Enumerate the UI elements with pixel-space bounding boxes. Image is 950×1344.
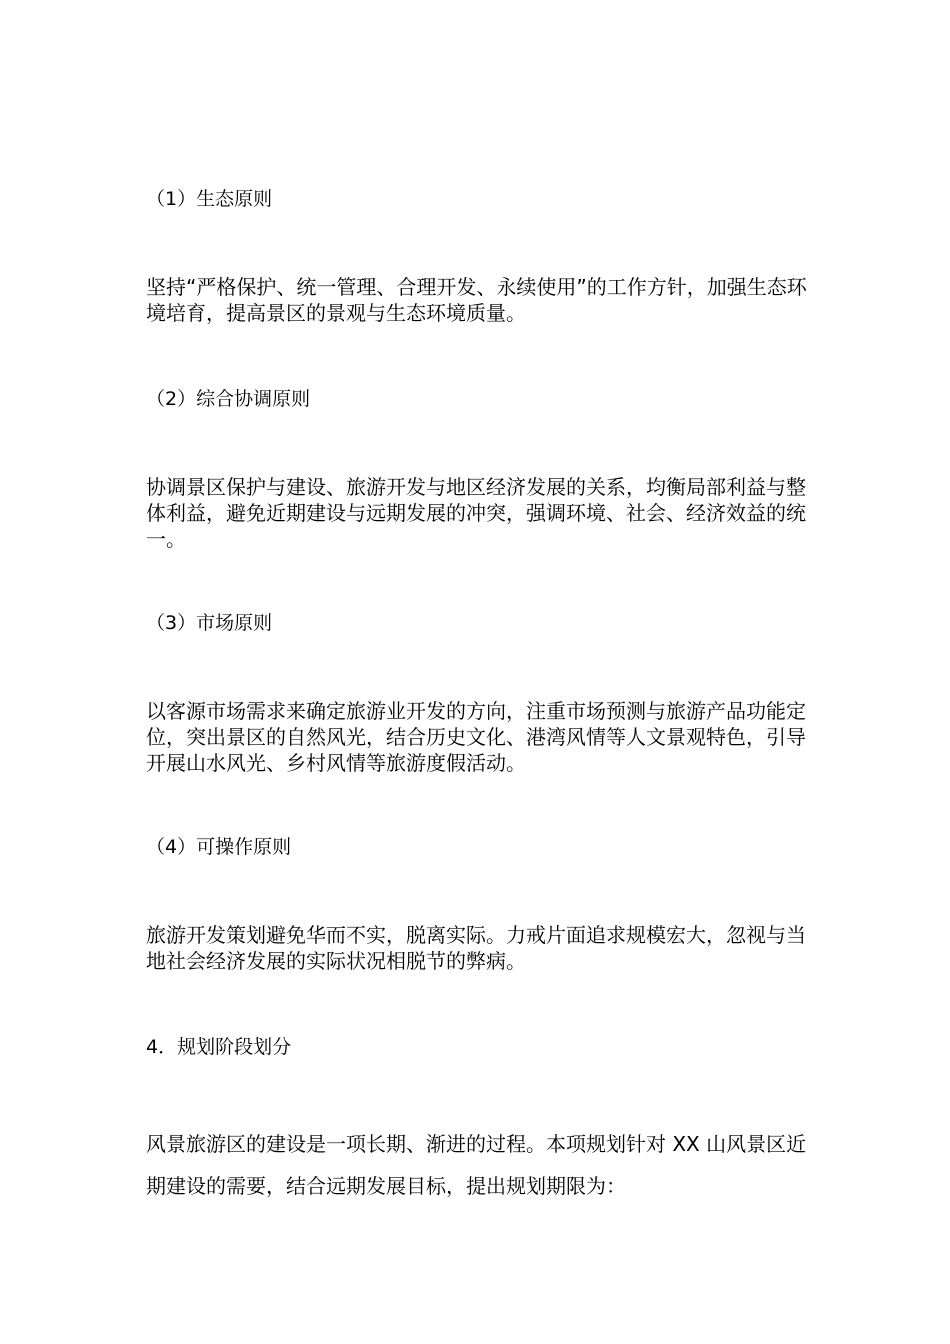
section-heading-operability: （4）可操作原则 <box>146 836 292 858</box>
section-body-ecology: 坚持“严格保护、统一管理、合理开发、永续使用”的工作方针，加强生态环境培育，提高景区的景观与生态环境质量。 <box>146 275 807 325</box>
section-body-coordination: 协调景区保护与建设、旅游开发与地区经济发展的关系，均衡局部利益与整体利益，避免近期建设与远期发展的冲突，强调环境、社会、经济效益的统一。 <box>146 475 806 551</box>
section-heading-planning-stages: 4．规划阶段划分 <box>146 1036 292 1058</box>
section-heading-coordination: （2）综合协调原则 <box>146 388 311 410</box>
section-body-planning-stages: 风景旅游区的建设是一项长期、渐进的过程。本项规划针对 XX 山风景区近期建设的需要，结合远期发展目标，提出规划期限为： <box>146 1132 807 1198</box>
section-heading-ecology: （1）生态原则 <box>146 188 273 210</box>
section-heading-market: （3）市场原则 <box>146 612 273 634</box>
section-body-market: 以客源市场需求来确定旅游业开发的方向，注重市场预测与旅游产品功能定位，突出景区的自然风光，结合历史文化、港湾风情等人文景观特色，引导开展山水风光、乡村风情等旅游度假活动。 <box>146 699 806 775</box>
section-body-operability: 旅游开发策划避免华而不实，脱离实际。力戒片面追求规模宏大，忽视与当地社会经济发展的实际状况相脱节的弊病。 <box>146 923 806 973</box>
